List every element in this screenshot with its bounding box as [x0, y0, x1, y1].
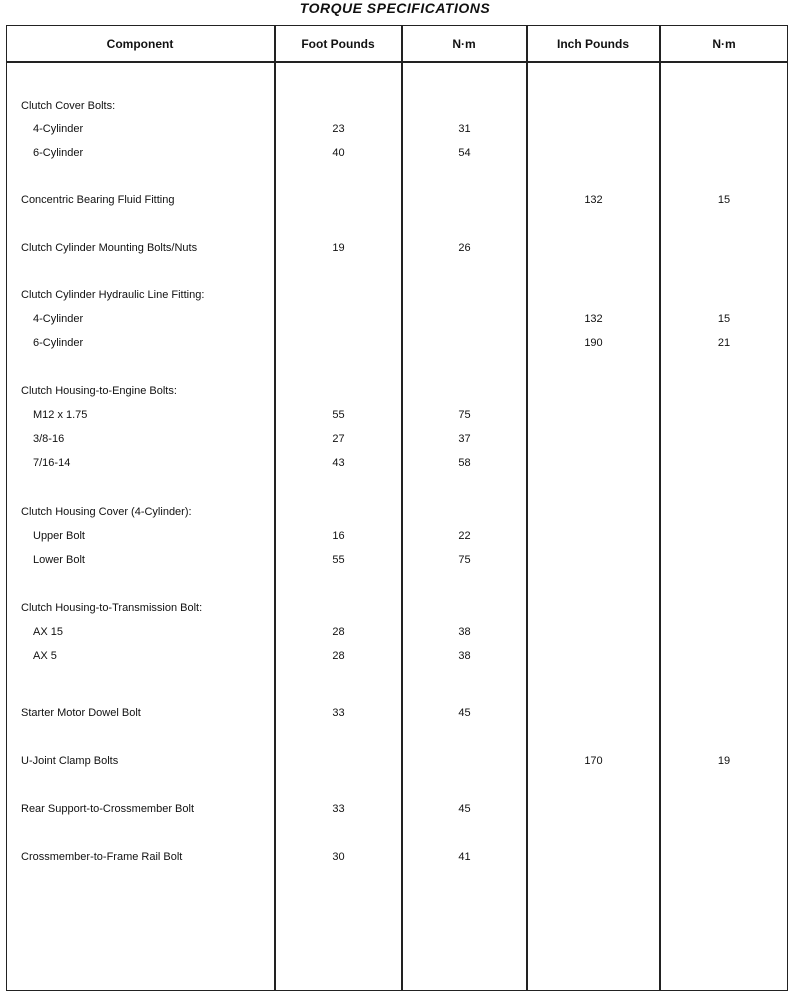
column-header-inch-pounds: Inch Pounds — [557, 37, 629, 51]
table-row — [0, 238, 790, 258]
nm-cell: 75 — [458, 409, 471, 421]
table-row — [0, 703, 790, 723]
nm-cell: 22 — [458, 530, 471, 542]
nm-cell: 38 — [458, 626, 471, 638]
foot-pounds-cell: 43 — [332, 457, 345, 469]
component-cell: Clutch Housing Cover (4-Cylinder): — [21, 506, 192, 518]
table-row — [0, 799, 790, 819]
table-row — [0, 598, 790, 618]
column-header-foot-pounds: Foot Pounds — [301, 37, 375, 51]
component-cell: Clutch Cover Bolts: — [21, 100, 116, 112]
component-cell: Lower Bolt — [33, 554, 85, 566]
nm-cell: 75 — [458, 554, 471, 566]
component-cell: Crossmember-to-Frame Rail Bolt — [21, 851, 183, 863]
component-cell: Rear Support-to-Crossmember Bolt — [21, 803, 195, 815]
table-row — [0, 550, 790, 570]
foot-pounds-cell: 55 — [332, 409, 345, 421]
component-cell: Starter Motor Dowel Bolt — [21, 707, 141, 719]
component-cell: Clutch Cylinder Hydraulic Line Fitting: — [21, 289, 205, 301]
table-row — [0, 143, 790, 163]
inch-pounds-cell: 132 — [584, 313, 603, 325]
nm-cell: 26 — [458, 242, 471, 254]
table-row — [0, 751, 790, 771]
nm-cell: 54 — [458, 147, 471, 159]
inch-pounds-cell: 190 — [584, 337, 603, 349]
foot-pounds-cell: 30 — [332, 851, 345, 863]
nm-cell: 45 — [458, 803, 471, 815]
foot-pounds-cell: 19 — [332, 242, 345, 254]
table-row — [0, 847, 790, 867]
foot-pounds-cell: 33 — [332, 803, 345, 815]
nm-2-cell: 21 — [717, 337, 731, 349]
nm-cell: 41 — [458, 851, 471, 863]
component-cell: 4-Cylinder — [33, 123, 84, 135]
table-row — [0, 96, 790, 116]
foot-pounds-cell: 28 — [332, 650, 345, 662]
nm-2-cell: 15 — [717, 313, 731, 325]
component-cell: 7/16-14 — [33, 457, 71, 469]
foot-pounds-cell: 33 — [332, 707, 345, 719]
component-cell: M12 x 1.75 — [33, 409, 88, 421]
foot-pounds-cell: 23 — [332, 123, 345, 135]
table-row — [0, 622, 790, 642]
table-row — [0, 333, 790, 353]
foot-pounds-cell: 40 — [332, 147, 345, 159]
foot-pounds-cell: 27 — [332, 433, 345, 445]
nm-cell: 37 — [458, 433, 471, 445]
nm-cell: 58 — [458, 457, 471, 469]
foot-pounds-cell: 16 — [332, 530, 345, 542]
component-cell: 4-Cylinder — [33, 313, 84, 325]
nm-cell: 31 — [458, 123, 471, 135]
component-cell: Clutch Cylinder Mounting Bolts/Nuts — [21, 242, 198, 254]
component-cell: 6-Cylinder — [33, 337, 84, 349]
column-header-nm: N·m — [452, 37, 476, 51]
component-cell: AX 15 — [33, 626, 63, 638]
component-cell: U-Joint Clamp Bolts — [21, 755, 119, 767]
component-cell: Upper Bolt — [33, 530, 85, 542]
foot-pounds-cell: 28 — [332, 626, 345, 638]
table-row — [0, 119, 790, 139]
table-row — [0, 405, 790, 425]
nm-cell: 45 — [458, 707, 471, 719]
component-cell: 6-Cylinder — [33, 147, 84, 159]
table-row — [0, 381, 790, 401]
nm-2-cell: 19 — [717, 755, 731, 767]
table-row — [0, 285, 790, 305]
table-row — [0, 309, 790, 329]
table-row — [0, 646, 790, 666]
column-header-nm-2: N·m — [712, 37, 736, 51]
component-cell: AX 5 — [33, 650, 57, 662]
component-cell: Concentric Bearing Fluid Fitting — [21, 194, 175, 206]
inch-pounds-cell: 132 — [584, 194, 603, 206]
inch-pounds-cell: 170 — [584, 755, 603, 767]
table-row — [0, 453, 790, 473]
component-cell: Clutch Housing-to-Engine Bolts: — [21, 385, 177, 397]
table-row — [0, 190, 790, 210]
header-divider — [6, 61, 788, 63]
column-header-component: Component — [106, 37, 174, 51]
table-row — [0, 429, 790, 449]
component-cell: Clutch Housing-to-Transmission Bolt: — [21, 602, 203, 614]
component-cell: 3/8-16 — [33, 433, 65, 445]
foot-pounds-cell: 55 — [332, 554, 345, 566]
nm-cell: 38 — [458, 650, 471, 662]
page-title: TORQUE SPECIFICATIONS — [299, 0, 491, 16]
table-row — [0, 502, 790, 522]
nm-2-cell: 15 — [717, 194, 731, 206]
table-row — [0, 526, 790, 546]
